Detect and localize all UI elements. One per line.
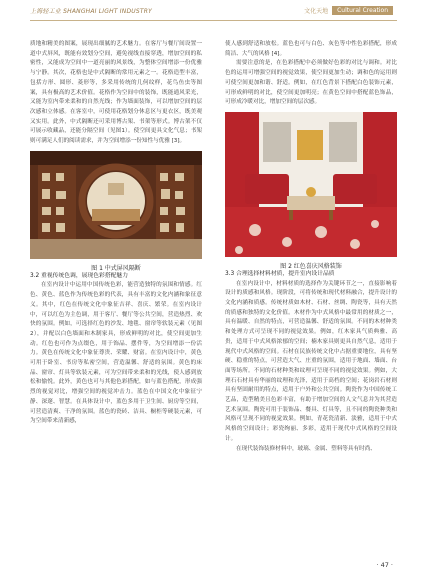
right-column: [225, 40, 397, 454]
paragraph: 需要注意的是，在色彩搭配中必须做好色彩的对比与调和。对比色的运用可增强空间的视觉效果，使空间更加生动；调和色的运用则可使空间更加和谐、舒适。例如，在红色背景下搭配白色装饰元素，可形成鲜明的对比，使空间更加明亮；在黄色空间中搭配蓝色饰品，可形成冷暖对比，增加空间的层次感。: [225, 60, 397, 106]
red-festive-interior-illustration: [225, 112, 397, 257]
page-header: [0, 0, 427, 22]
left-column: [30, 40, 202, 427]
paragraph: 质地和精美的图案，展现出细腻的艺术魅力。在客厅与餐厅间设置一道中式屏风，既能有效划分空间，避免视线直接穿透，增加空间的私密性，又能成为空间中一道亮丽的风景线，为整体空间增添一份优雅与宁静。其次，花格也是中式隔断的常用元素之一。花格造型丰富，包括方形、圆形、菱形等，多采用传统的几何纹样，花鸟鱼虫等图案，具有极高的艺术价值。花格作为空间中的装饰，既能通风采光，又能为室内带来柔和的自然光线；作为墙面装饰，可以增加空间的层次感和立体感。在客室中，可使用花格划分休息区与更衣区，既美观又实用。此外，中式隔断还可采用博古架、书架等形式。博古架不仅可展示收藏品，还能分隔空间（见图1）。使空间更具文化气息；书架则可满足人们的阅读需求，并为空间增添一份知性与优雅 [3]。: [30, 41, 202, 145]
figure-2-caption: 图 2 红色喜庆风格装饰: [280, 262, 342, 270]
section-3-2-heading: 3.2 重视传统色调，展现色彩搭配魅力: [30, 272, 129, 279]
journal-title: 上海轻工业 SHANGHAI LIGHT INDUSTRY: [30, 8, 152, 15]
section-3-3-heading: 3.3 合理选择材料材质，提升室内设计品质: [225, 270, 335, 277]
page-number: · 47 ·: [376, 561, 393, 569]
screen-partition-illustration: [30, 151, 202, 259]
header-rule: [30, 20, 397, 21]
column-tag: [304, 5, 393, 15]
paragraph: 在室内设计中运用中国传统色彩，能营造独特的氛围和情感。红色、黄色、蓝色作为传统色彩的代表，具有丰富的文化内涵和象征意义。其中，红色在传统文化中象征吉祥、喜庆、繁荣。在室内设计中，可以红色为主色调，用于客厅、餐厅等公共空间，营造热烈、欢快的氛围。例如，可选择红色的沙发、地毯、窗帘等软装元素（见图2），并配以白色墙面和木制家具，形成鲜明的对比，使空间更加生动。红色也可作为点缀色，用于饰品、摆件等，为空间增添一份活力。黄色在传统文化中象征尊贵、荣耀、财富。在室内设计中，黄色可用于卧室、书房等私密空间，营造温馨、舒适的氛围。黄色的床品、窗帘、灯具等软装元素，可为空间带来柔和的光线，使人感到放松和愉悦。此外，黄色也可与其他色彩搭配，如与蓝色搭配，形成强烈的视觉对比，增强空间的视觉冲击力。蓝色在中国文化中象征宁静、深邃、智慧。在具体设计中，蓝色多用于卫生间、厨房等空间，可营造清爽、干净的氛围。蓝色的瓷砖、洁具、橱柜等硬装元素，可为空间带来清新感，: [30, 282, 202, 425]
column-name: 文化天地: [304, 7, 329, 15]
paragraph: 在现代装饰装修材料中，玻璃、金属、塑料等具有时尚、: [236, 445, 376, 452]
figure-1-caption: 图 1 中式屏风隔断: [91, 264, 141, 272]
column-badge: Cultural Creation: [332, 6, 393, 15]
figure-1-image: [30, 151, 202, 259]
figure-2-image: [225, 112, 397, 257]
paragraph: 在室内设计中，材料材质的选择作为关键环节之一，直接影响着设计的质感和风格。现阶段，可将传统和现代材料融合，提升设计的文化内涵和质感。传统材质如木材、石材、丝绸、陶瓷等，具有天然的质感和独特的文化价值。木材作为中式风格中最常用的材质之一，具有温暖、自然的特点，可营造温馨、舒适的氛围。不同的木材种类和处理方式可呈现不同的视觉效果。例如，红木家具气质典雅、高贵，适用于中式风格浓郁的空间；楠木家具则更具自然气息，适用于现代中式风格的空间。石材在民族传统文化中占据重要地位，具有坚硬、稳重的特点，可营造大气、庄重的氛围，适用于地面、墙面、台面等场所。不同的石材种类和纹理可呈现不同的视觉效果。例如，大理石石材具有华丽的纹理和光泽，适用于高档的空间；花岗岩石材则具有坚固耐用的特点，适用于户外和公共空间。陶瓷作为中国传统工艺品，造型精美且色彩丰富，有助于增加空间的人文气息并为其营造艺术氛围。陶瓷可用于装饰品、餐具、灯具等，且不同的陶瓷种类和风格可呈现不同的视觉效果。例如，青花瓷清新、淡雅，适用于中式风格的空间设计；彩瓷绚丽、多彩，适用于现代中式风格的空间设计。: [225, 280, 397, 442]
paragraph: 使人感到舒适和放松。蓝色也可与白色、灰色等中性色彩搭配，形成简洁、大气的风格 [4]。: [225, 41, 397, 57]
